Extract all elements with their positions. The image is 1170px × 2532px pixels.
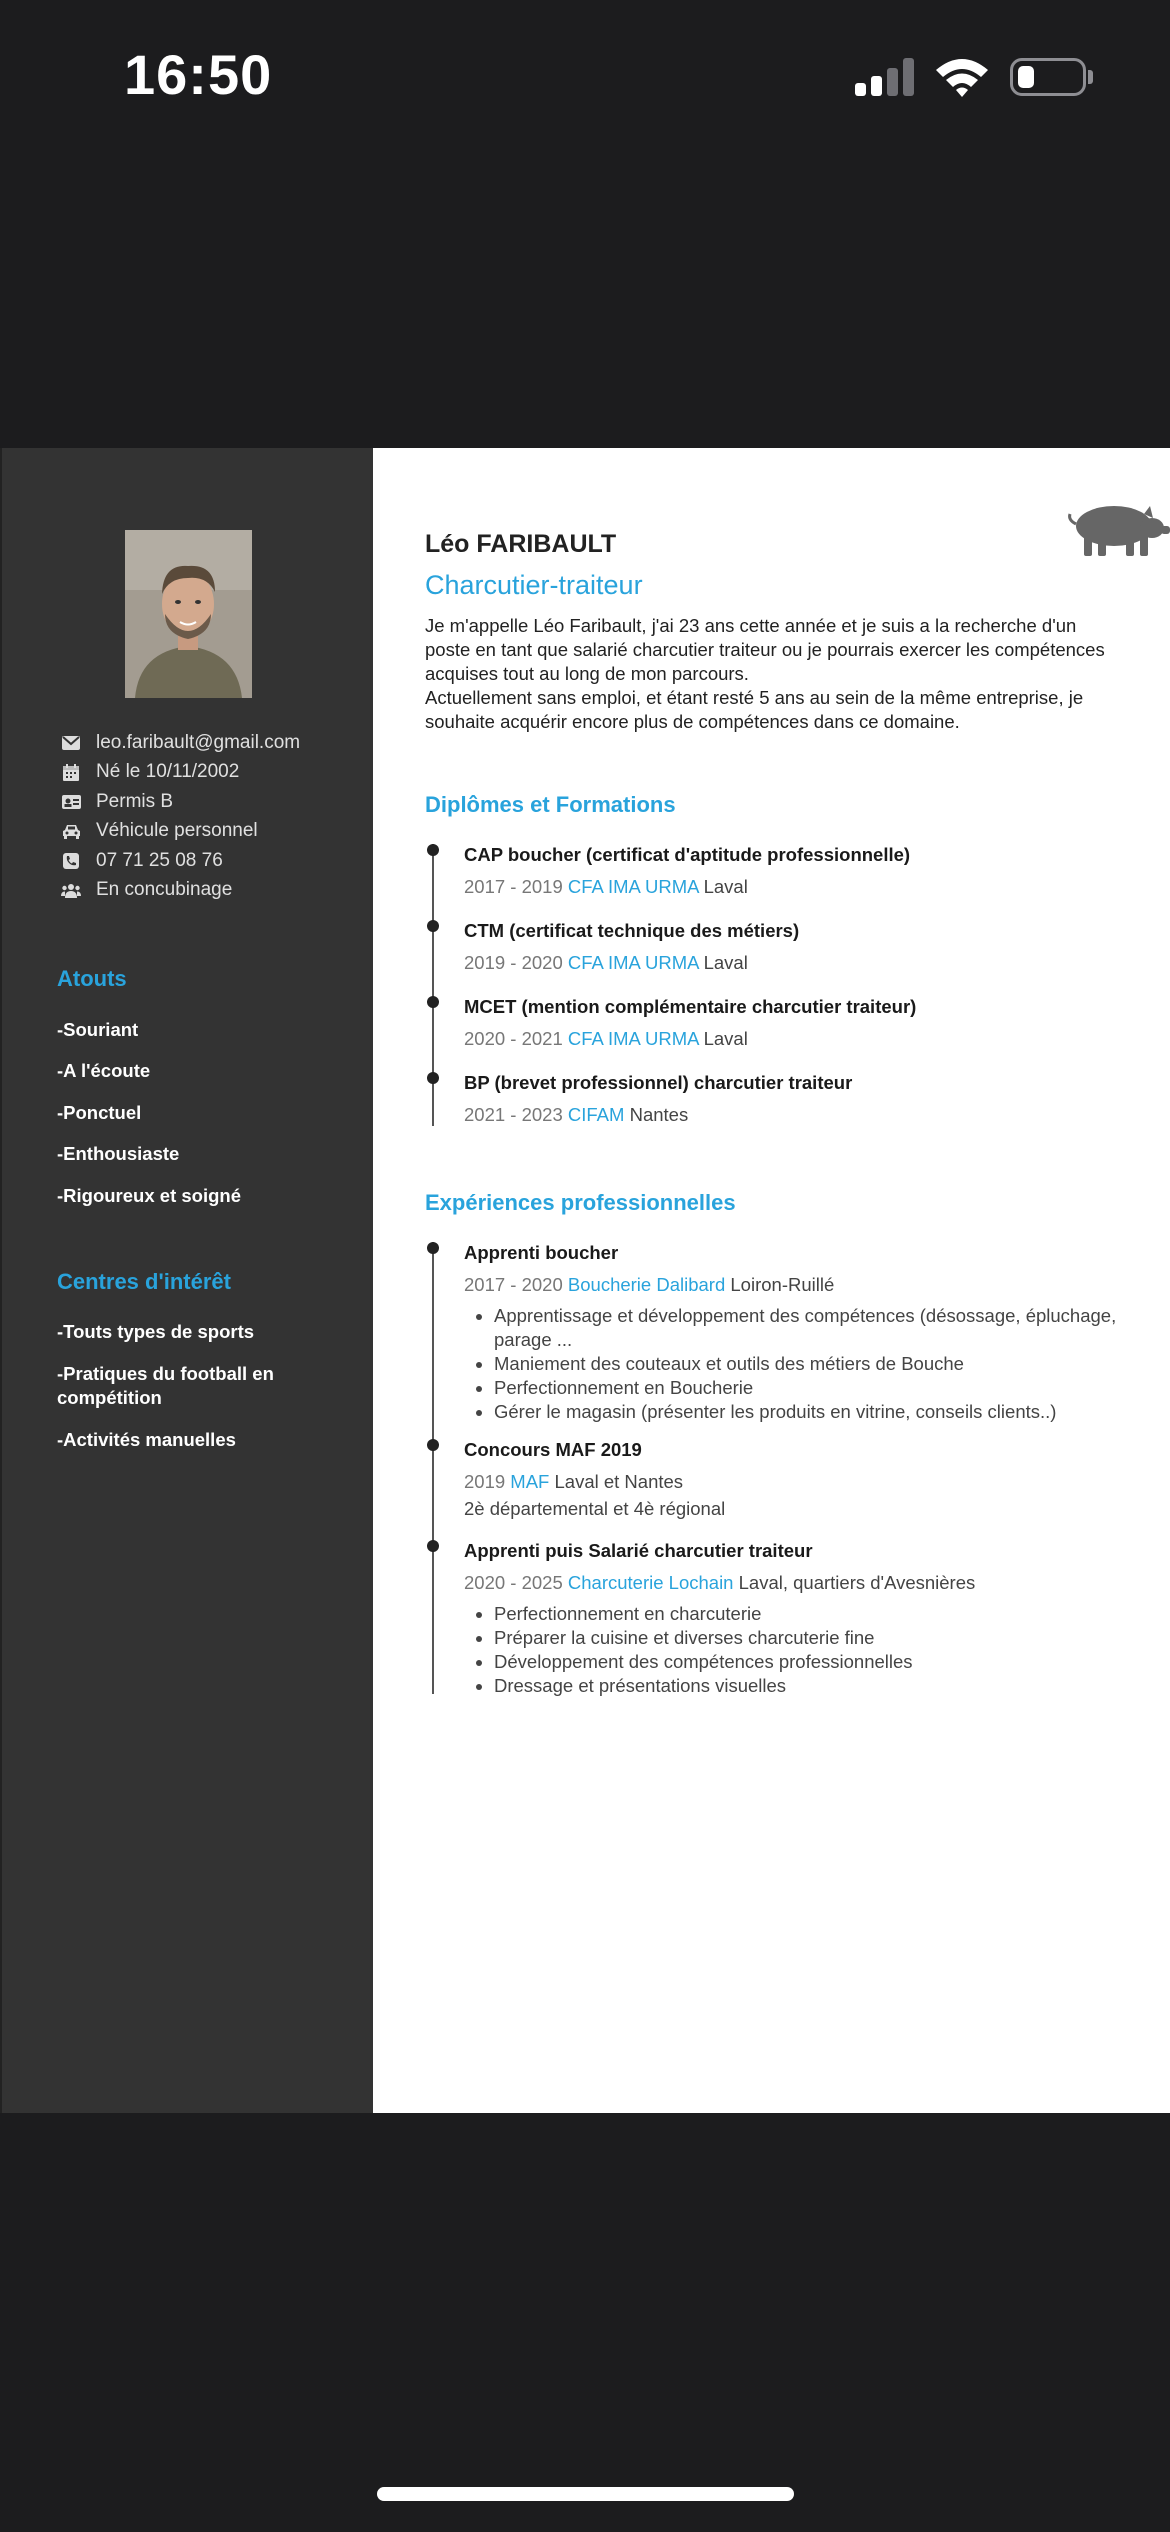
experience-title: Apprenti boucher — [464, 1242, 619, 1263]
battery-tip — [1088, 70, 1093, 84]
diplome-title: CAP boucher (certificat d'aptitude professionnelle) — [464, 844, 911, 865]
interet-item: -Activités manuelles — [57, 1429, 236, 1450]
experience-bullets — [464, 1304, 1170, 1424]
calendar-icon — [60, 761, 82, 783]
experience-meta: 2019 MAF Laval et Nantes — [464, 1471, 684, 1492]
diplome-meta: 2021 - 2023 CIFAM Nantes — [464, 1104, 689, 1125]
id-card-icon — [60, 791, 82, 813]
experience-note: 2è départemental et 4è régional — [464, 1498, 726, 1519]
list-item: • Apprentissage et développement des compétences (désossage, épluchage, parage ... — [494, 1304, 1170, 1352]
experience-meta: 2017 - 2020 Boucherie Dalibard Loiron-Ruillé — [464, 1274, 835, 1295]
atout-item: -Enthousiaste — [57, 1143, 180, 1164]
diplome-title: CTM (certificat technique des métiers) — [464, 920, 800, 941]
diplome-meta: 2019 - 2020 CFA IMA URMA Laval — [464, 952, 748, 973]
diplomes-heading: Diplômes et Formations — [425, 792, 676, 817]
diplome-meta: 2017 - 2019 CFA IMA URMA Laval — [464, 876, 748, 897]
profile-role: Charcutier-traiteur — [425, 570, 643, 600]
list-item: • Préparer la cuisine et diverses charcuterie fine — [494, 1626, 1170, 1650]
battery-icon — [1010, 58, 1086, 96]
users-icon — [60, 879, 82, 901]
diplome-title: BP (brevet professionnel) charcutier traiteur — [464, 1072, 853, 1093]
timeline-dot — [427, 996, 439, 1008]
timeline-dot — [427, 1439, 439, 1451]
diplome-title: MCET (mention complémentaire charcutier traiteur) — [464, 996, 917, 1017]
atout-item: -Ponctuel — [57, 1102, 142, 1123]
list-item: • Dressage et présentations visuelles — [494, 1674, 1170, 1698]
experience-title: Concours MAF 2019 — [464, 1439, 642, 1460]
phone-icon — [60, 850, 82, 872]
experience-title: Apprenti puis Salarié charcutier traiteur — [464, 1540, 813, 1561]
experiences-timeline — [432, 1242, 434, 1694]
contact-status: En concubinage — [60, 875, 360, 905]
atouts-heading: Atouts — [57, 966, 127, 991]
diplome-meta: 2020 - 2021 CFA IMA URMA Laval — [464, 1028, 748, 1049]
atout-item: -A l'écoute — [57, 1060, 151, 1081]
atout-item: -Rigoureux et soigné — [57, 1185, 241, 1206]
envelope-icon — [60, 732, 82, 754]
contact-phone[interactable]: 07 71 25 08 76 — [60, 846, 360, 876]
list-item: • Gérer le magasin (présenter les produits en vitrine, conseils clients..) — [494, 1400, 1170, 1424]
contact-email[interactable]: leo.faribault@gmail.com — [60, 728, 360, 758]
experience-bullets — [464, 1602, 1170, 1698]
timeline-dot — [427, 1072, 439, 1084]
profile-photo — [125, 530, 252, 698]
contact-license: Permis B — [60, 787, 360, 817]
cv-document — [0, 448, 1170, 2113]
status-time: 16:50 — [124, 43, 273, 106]
timeline-dot — [427, 920, 439, 932]
experiences-heading: Expériences professionnelles — [425, 1190, 736, 1215]
interet-item: -Pratiques du football en compétition — [57, 1363, 274, 1408]
contact-birthdate: Né le 10/11/2002 — [60, 757, 360, 787]
cellular-signal-icon — [855, 58, 917, 96]
timeline-dot — [427, 1540, 439, 1552]
list-item: • Développement des compétences professionnelles — [494, 1650, 1170, 1674]
list-item: • Perfectionnement en charcuterie — [494, 1602, 1170, 1626]
profile-intro: Je m'appelle Léo Faribault, j'ai 23 ans cette année et je suis a la recherche d'un poste en tant que salarié charcutier traiteur ou je pourrais exercer les compétences acquises tout au long de mon parcours. Actuellement sans emploi, et étant resté 5 ans au sein de la même entreprise, je souhaite acquérir encore plus de compétences dans ce domaine. — [425, 615, 1105, 732]
sidebar — [0, 448, 373, 2113]
experience-meta: 2020 - 2025 Charcuterie Lochain Laval, quartiers d'Avesnières — [464, 1572, 976, 1593]
timeline-dot — [427, 844, 439, 856]
interets-heading: Centres d'intérêt — [57, 1269, 231, 1294]
atout-item: -Souriant — [57, 1019, 139, 1040]
home-indicator[interactable] — [377, 2487, 794, 2501]
profile-name: Léo FARIBAULT — [425, 530, 617, 558]
list-item: • Perfectionnement en Boucherie — [494, 1376, 1170, 1400]
pig-logo-icon — [1064, 496, 1170, 560]
car-icon — [60, 820, 82, 842]
wifi-icon — [934, 56, 990, 98]
timeline-dot — [427, 1242, 439, 1254]
list-item: • Maniement des couteaux et outils des métiers de Bouche — [494, 1352, 1170, 1376]
contact-vehicle: Véhicule personnel — [60, 816, 360, 846]
interet-item: -Touts types de sports — [57, 1321, 255, 1342]
